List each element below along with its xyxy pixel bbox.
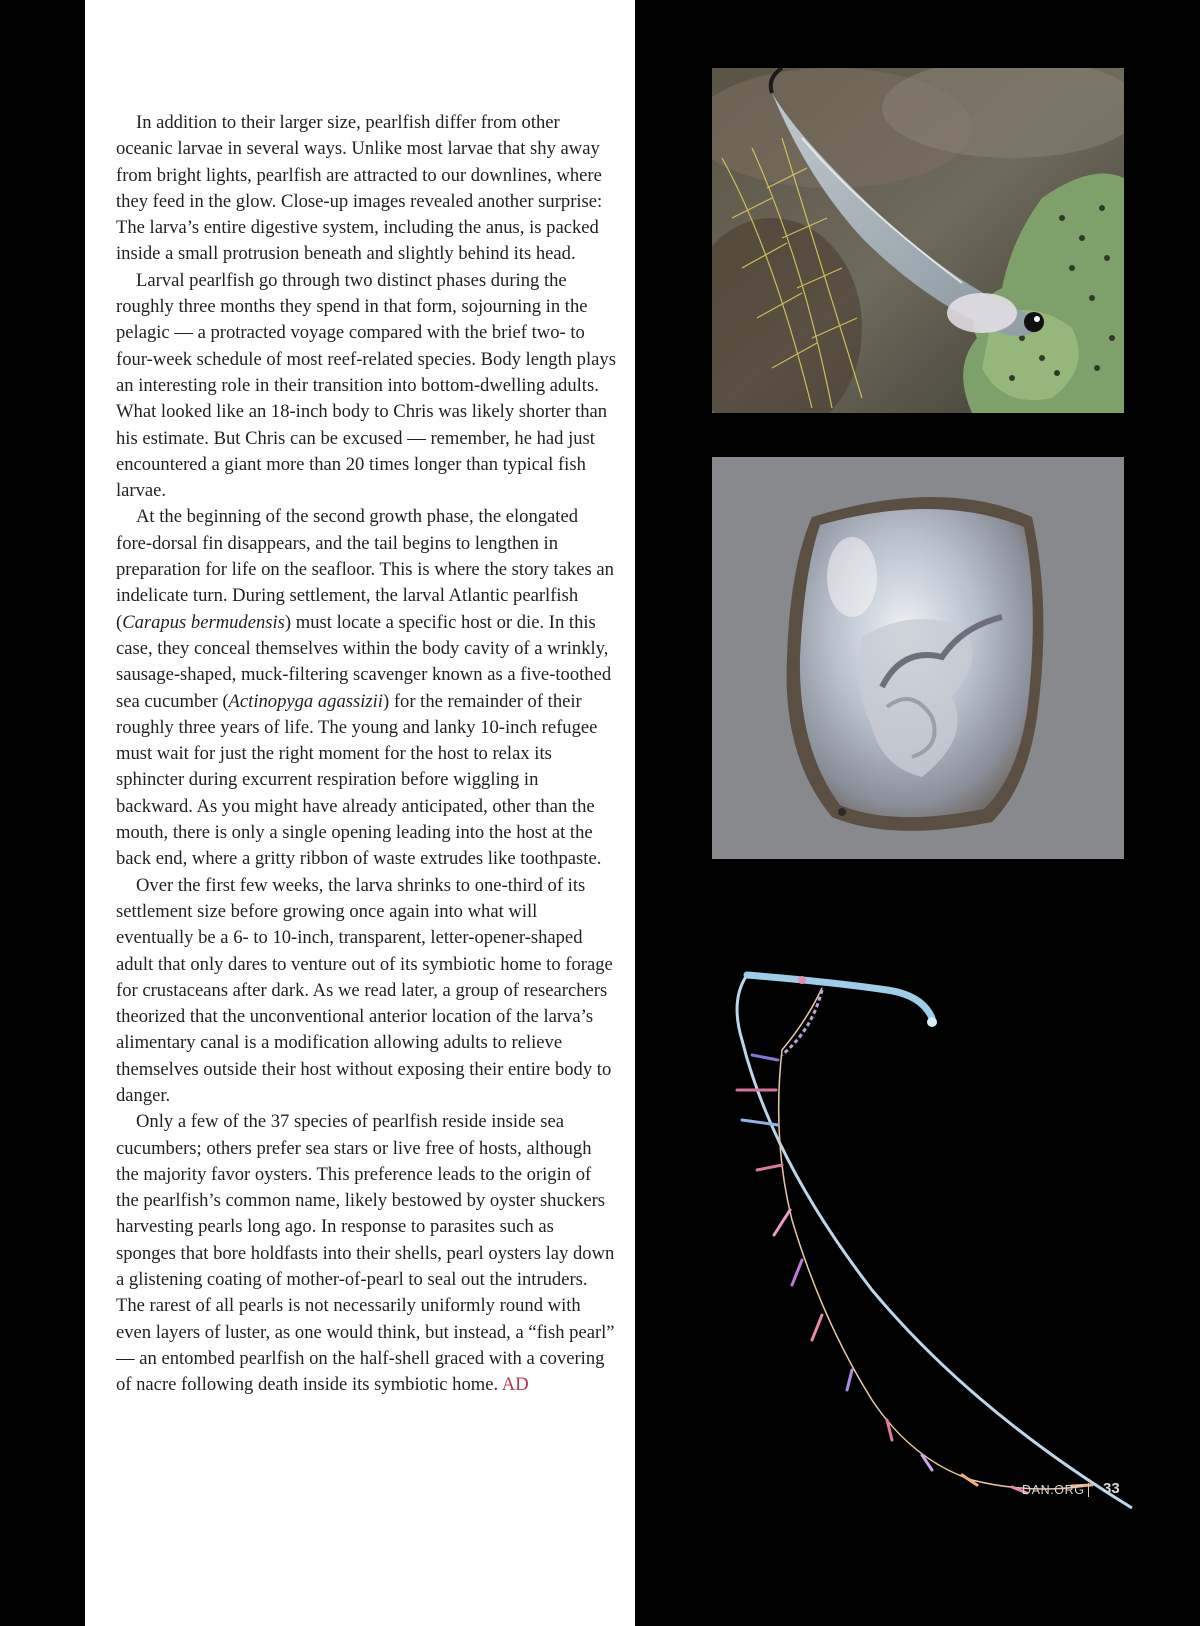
species-name-actinopyga: Actinopyga agassizii — [228, 690, 383, 712]
photo-pearlfish-on-reef — [712, 68, 1124, 413]
paragraph-3-part-c: ) for the remainder of their roughly three years of life. The young and lanky 10-inch refugee must wait for just the right moment for the host to relax its sphincter during excurrent respiration before wiggling in backward. As you might have already anticipated, other than the mouth, there is only a single opening leading into the host at the back end, where a gritty ribbon of waste extrudes like toothpaste. — [116, 690, 602, 870]
page-footer — [1022, 1480, 1142, 1500]
photo-larval-pearlfish — [712, 960, 1142, 1520]
species-name-carapus: Carapus bermudensis — [122, 611, 285, 633]
paragraph-5-text: Only a few of the 37 species of pearlfish reside inside sea cucumbers; others prefer sea stars or live free of hosts, although the majority favor oysters. This preference leads to the origin of the pearlfish’s common name, likely bestowed by oyster shuckers harvesting pearls long ago. In response to parasites such as sponges that bore holdfasts into their shells, pearl oysters lay down a glistening coating of mother-of-pearl to seal out the intruders. The rarest of all pearls is not necessarily uniformly round with even layers of luster, as one would think, but instead, a “fish pearl” — an entombed pearlfish on the half-shell graced with a covering of nacre following death inside its symbiotic home. — [116, 1111, 615, 1396]
paragraph-3-part-a: At the beginning of the second growth phase, the elongated fore-dorsal fin disappears, and the tail begins to lengthen in preparation for life on the seafloor. This is where the story takes an indelicate turn. During settlement, the larval Atlantic pearlfish ( — [116, 506, 614, 633]
footer-site: DAN.ORG — [1022, 1483, 1085, 1497]
paragraph-5 — [116, 1109, 616, 1398]
paragraph-1: In addition to their larger size, pearlfish differ from other oceanic larvae in several ways. Unlike most larvae that shy away from bright lights, pearlfish are attracted to our downlines, where they feed in the glow. Close-up images revealed another surprise: The larva’s entire digestive system, including the anus, is packed inside a small protrusion beneath and slightly behind its head. — [116, 112, 603, 265]
page-number: 33 — [1103, 1480, 1120, 1497]
end-mark: AD — [501, 1374, 529, 1396]
article-body — [116, 110, 616, 1399]
paragraph-2: Larval pearlfish go through two distinct phases during the roughly three months they spend in that form, sojourning in the pelagic — a protracted voyage compared with the brief two- to four-week schedule of most reef-related species. Body length plays an interesting role in their transition into bottom-dwelling adults. What looked like an 18-inch body to Chris was likely shorter than his estimate. But Chris can be excused — remember, he had just encountered a giant more than 20 times longer than typical fish larvae. — [116, 269, 616, 502]
paragraph-3-part-b: ) must locate a specific host or die. In this case, they conceal themselves within the body cavity of a wrinkly, sausage-shaped, muck-filtering scavenger known as a five-toothed sea cucumber ( — [116, 611, 612, 712]
paragraph-3 — [116, 504, 616, 872]
footer-divider — [1088, 1483, 1089, 1497]
paragraph-4: Over the first few weeks, the larva shrinks to one-third of its settlement size before growing once again into what will eventually be a 6- to 10-inch, transparent, letter-opener-shaped adult that only dares to venture out of its symbiotic home to forage for crustaceans after dark. As we read later, a group of researchers theorized that the unconventional anterior location of the larva’s alimentary canal is a modification allowing adults to relieve themselves outside their host without exposing their entire body to danger. — [116, 874, 613, 1106]
photo-fish-pearl-oyster-shell — [712, 457, 1124, 859]
